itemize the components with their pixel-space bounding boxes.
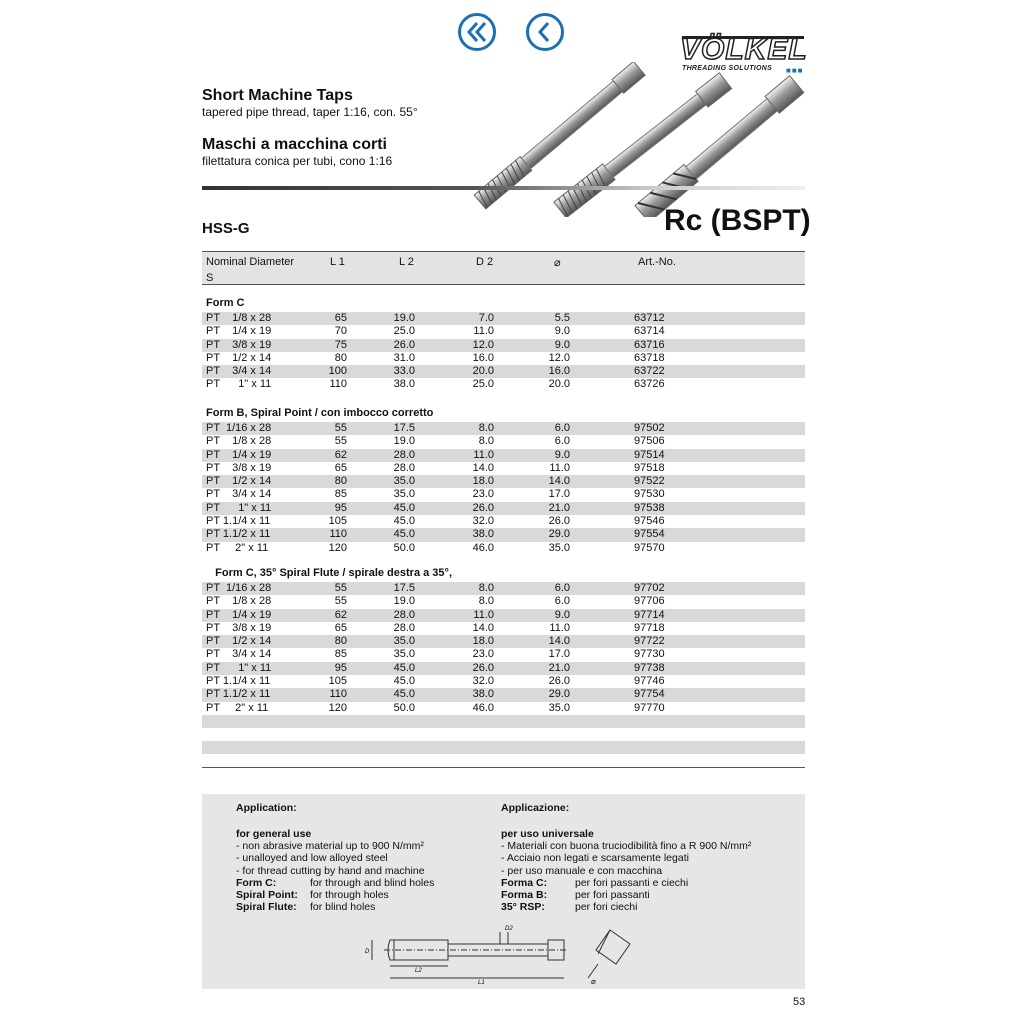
cell-d2: 14.0 (472, 621, 494, 634)
cell-art-no: 97714 (634, 608, 665, 621)
cell-nominal: PT 2" x 11 (206, 701, 269, 714)
cell-l2: 35.0 (393, 488, 415, 501)
table-row (202, 502, 805, 515)
label-d2: D2 (505, 926, 513, 932)
cell-art-no: 97514 (634, 448, 665, 461)
cell-l1: 55 (334, 422, 347, 434)
label-l1: L1 (478, 980, 485, 986)
form-use: per fori passanti (575, 889, 650, 902)
cell-art-no: 97554 (634, 528, 665, 541)
form-name: Forma B: (501, 889, 548, 902)
cell-d2: 26.0 (472, 501, 494, 514)
col-art-no: Art.-No. (638, 256, 676, 268)
cell-square: 20.0 (548, 378, 570, 391)
cell-l1: 110 (329, 528, 347, 541)
cell-square: 14.0 (548, 475, 570, 488)
cell-d2: 8.0 (478, 595, 494, 608)
cell-d2: 16.0 (472, 351, 494, 364)
group-title: Form B, Spiral Point / con imbocco corretto (206, 407, 434, 419)
table-row (202, 449, 805, 462)
table-row (202, 582, 805, 595)
cell-l1: 62 (334, 608, 347, 621)
cell-l2: 17.5 (393, 422, 415, 434)
table-row (202, 675, 805, 688)
table-row (202, 635, 805, 648)
application-line: - for thread cutting by hand and machine (236, 864, 425, 877)
cell-l1: 105 (328, 675, 347, 688)
application-line: - unalloyed and low alloyed steel (236, 852, 388, 865)
cell-square: 9.0 (554, 448, 570, 461)
cell-l2: 19.0 (393, 595, 415, 608)
cell-art-no: 97546 (634, 515, 665, 528)
table-row (202, 339, 805, 352)
cell-art-no: 97754 (634, 688, 665, 701)
cell-l2: 17.5 (393, 582, 415, 594)
table-header (202, 251, 805, 285)
cell-l1: 65 (334, 621, 347, 634)
cell-nominal: PT 1.1/4 x 11 (206, 515, 271, 528)
cell-l1: 95 (334, 661, 347, 674)
cell-l2: 28.0 (393, 621, 415, 634)
cell-l1: 62 (334, 448, 347, 461)
cell-nominal: PT 1/8 x 28 (206, 435, 272, 448)
cell-l2: 35.0 (393, 635, 415, 648)
cell-l1: 80 (334, 351, 347, 364)
cell-square: 17.0 (548, 648, 570, 661)
table-row (202, 528, 805, 541)
cell-square: 29.0 (548, 528, 570, 541)
previous-page-button[interactable] (526, 13, 564, 51)
cell-square: 29.0 (548, 688, 570, 701)
material-label: HSS-G (202, 220, 250, 237)
table-row (202, 662, 805, 675)
table-row (202, 648, 805, 661)
cell-l2: 26.0 (393, 338, 415, 351)
tap-dimension-drawing (360, 920, 650, 986)
cell-l1: 85 (334, 648, 347, 661)
table-row (202, 462, 805, 475)
cell-d2: 11.0 (473, 608, 494, 621)
cell-square: 14.0 (548, 635, 570, 648)
cell-nominal: PT 1/16 x 28 (206, 582, 272, 594)
table-row (202, 365, 805, 378)
cell-l1: 75 (334, 338, 347, 351)
cell-art-no: 97722 (634, 635, 665, 648)
col-nominal: Nominal Diameter (206, 256, 295, 268)
cell-square: 6.0 (554, 595, 570, 608)
label-d: D (365, 949, 370, 955)
cell-art-no: 97518 (634, 461, 665, 474)
table-end-rule (202, 767, 805, 768)
cell-square: 12.0 (548, 351, 570, 364)
table-row (202, 702, 805, 715)
cell-square: 6.0 (554, 435, 570, 448)
cell-d2: 12.0 (472, 338, 494, 351)
cell-square: 9.0 (554, 608, 570, 621)
cell-nominal: PT 1/8 x 28 (206, 595, 272, 608)
cell-square: 9.0 (554, 325, 570, 338)
title-italian: Maschi a macchina corti (202, 136, 387, 153)
cell-art-no: 63718 (634, 351, 665, 364)
application-italian (501, 802, 751, 914)
title-english: Short Machine Taps (202, 87, 353, 104)
cell-l1: 95 (334, 501, 347, 514)
title-divider (202, 186, 805, 190)
cell-square: 21.0 (548, 661, 570, 674)
cell-d2: 18.0 (472, 475, 494, 488)
form-use: per fori passanti e ciechi (575, 876, 689, 889)
cell-l1: 105 (328, 515, 347, 528)
cell-square: 26.0 (548, 515, 570, 528)
group-title: Form C, 35° Spiral Flute / spirale destra a 35°, (206, 567, 452, 579)
cell-square: 35.0 (548, 701, 570, 714)
cell-l1: 80 (334, 475, 347, 488)
table-row (202, 325, 805, 338)
group-title: Form C (206, 297, 245, 309)
form-use: for through and blind holes (310, 876, 435, 889)
cell-l1: 55 (334, 595, 347, 608)
cell-l2: 45.0 (393, 528, 415, 541)
cell-nominal: PT 1/4 x 19 (206, 325, 272, 338)
cell-l2: 45.0 (393, 675, 415, 688)
cell-l1: 65 (334, 461, 347, 474)
form-name: Spiral Point: (236, 889, 298, 902)
label-l2: L2 (415, 968, 422, 974)
cell-art-no: 97730 (634, 648, 665, 661)
cell-d2: 18.0 (472, 635, 494, 648)
cell-l2: 50.0 (393, 701, 415, 714)
page-number: 53 (793, 996, 806, 1008)
cell-l2: 28.0 (393, 461, 415, 474)
col-l2: L 2 (399, 256, 414, 268)
cell-art-no: 97746 (634, 675, 665, 688)
cell-art-no: 63722 (634, 365, 665, 378)
cell-square: 35.0 (548, 541, 570, 554)
cell-l2: 45.0 (393, 501, 415, 514)
cell-square: 9.0 (554, 338, 570, 351)
cell-d2: 23.0 (472, 648, 494, 661)
cell-l1: 85 (334, 488, 347, 501)
col-l1: L 1 (330, 256, 345, 268)
subtitle-english: tapered pipe thread, taper 1:16, con. 55° (202, 105, 418, 119)
cell-art-no: 97738 (634, 661, 665, 674)
application-line: - Acciaio non legati e scarsamente legati (501, 852, 689, 865)
application-heading: Applicazione: (501, 802, 570, 814)
cell-nominal: PT 1.1/4 x 11 (206, 675, 271, 688)
cell-nominal: PT 1/4 x 19 (206, 448, 272, 461)
cell-nominal: PT 3/8 x 19 (206, 338, 272, 351)
cell-l2: 50.0 (393, 541, 415, 554)
table-row (202, 352, 805, 365)
application-sub: per uso universale (501, 828, 594, 840)
cell-d2: 11.0 (473, 448, 494, 461)
cell-art-no: 97770 (634, 701, 665, 714)
col-square: ⌀ (554, 257, 561, 269)
cell-d2: 11.0 (473, 325, 494, 338)
cell-d2: 8.0 (478, 435, 494, 448)
cell-nominal: PT 2" x 11 (206, 541, 269, 554)
cell-l2: 45.0 (393, 515, 415, 528)
cell-art-no: 97522 (634, 475, 665, 488)
empty-row (202, 741, 805, 754)
form-name: 35° RSP: (501, 901, 545, 914)
application-heading: Application: (236, 802, 297, 814)
cell-l1: 100 (328, 365, 347, 378)
cell-l2: 38.0 (393, 378, 415, 391)
cell-d2: 32.0 (472, 515, 494, 528)
cell-l2: 33.0 (393, 365, 415, 378)
label-square: ⌀ (591, 977, 596, 986)
cell-d2: 8.0 (478, 582, 494, 594)
cell-square: 16.0 (548, 365, 570, 378)
cell-l1: 65 (334, 312, 347, 324)
cell-square: 5.5 (554, 312, 570, 324)
cell-l2: 31.0 (393, 351, 415, 364)
cell-l2: 19.0 (393, 312, 415, 324)
application-line: - per uso manuale e con macchina (501, 864, 663, 877)
cell-square: 26.0 (548, 675, 570, 688)
table-row (202, 622, 805, 635)
cell-l1: 110 (329, 688, 347, 701)
cell-d2: 14.0 (472, 461, 494, 474)
cell-nominal: PT 1/8 x 28 (206, 312, 272, 324)
cell-d2: 38.0 (472, 528, 494, 541)
cell-l2: 45.0 (393, 661, 415, 674)
cell-l2: 45.0 (393, 688, 415, 701)
cell-nominal: PT 3/4 x 14 (206, 365, 272, 378)
cell-art-no: 97706 (634, 595, 665, 608)
cell-d2: 32.0 (472, 675, 494, 688)
table-row (202, 542, 805, 555)
brand-tagline: THREADING SOLUTIONS (682, 65, 773, 72)
cell-nominal: PT 1/2 x 14 (206, 635, 272, 648)
first-page-button[interactable] (458, 13, 496, 51)
form-name: Spiral Flute: (236, 901, 297, 914)
cell-l1: 80 (334, 635, 347, 648)
table-row (202, 488, 805, 501)
table-row (202, 475, 805, 488)
cell-nominal: PT 1/2 x 14 (206, 475, 272, 488)
cell-art-no: 63712 (634, 312, 665, 324)
cell-nominal: PT 3/8 x 19 (206, 621, 272, 634)
cell-nominal: PT 1.1/2 x 11 (206, 528, 271, 541)
cell-l2: 28.0 (393, 448, 415, 461)
cell-l2: 25.0 (393, 325, 415, 338)
application-english (236, 802, 434, 914)
application-line: - Materiali con buona truciodibilità fino a R 900 N/mm² (501, 840, 752, 852)
cell-art-no: 97530 (634, 488, 665, 501)
table-row (202, 312, 805, 325)
cell-d2: 8.0 (478, 422, 494, 434)
product-group (202, 296, 805, 392)
cell-l1: 55 (334, 435, 347, 448)
cell-d2: 46.0 (472, 701, 494, 714)
col-nominal-s: S (206, 272, 214, 284)
product-group (202, 406, 805, 555)
empty-row (202, 715, 805, 728)
cell-art-no: 97538 (634, 501, 665, 514)
application-sub: for general use (236, 828, 312, 840)
table-row (202, 378, 805, 391)
cell-nominal: PT 1" x 11 (206, 661, 272, 674)
cell-nominal: PT 1/2 x 14 (206, 351, 272, 364)
table-row (202, 515, 805, 528)
form-name: Form C: (236, 876, 277, 889)
cell-l1: 110 (329, 378, 347, 391)
cell-art-no: 63714 (634, 325, 665, 338)
col-d2: D 2 (476, 256, 494, 268)
table-row (202, 435, 805, 448)
cell-d2: 25.0 (472, 378, 494, 391)
form-use: for through holes (310, 889, 389, 902)
cell-nominal: PT 1/16 x 28 (206, 422, 272, 434)
cell-d2: 26.0 (472, 661, 494, 674)
table-row (202, 609, 805, 622)
cell-square: 21.0 (548, 501, 570, 514)
table-row (202, 595, 805, 608)
cell-art-no: 63726 (634, 378, 665, 391)
cell-art-no: 97506 (634, 435, 665, 448)
cell-d2: 7.0 (478, 312, 494, 324)
chevron-left-icon (529, 16, 561, 48)
cell-nominal: PT 1" x 11 (206, 501, 272, 514)
machine-taps-image (460, 62, 810, 217)
double-chevron-left-icon (461, 16, 493, 48)
cell-square: 17.0 (548, 488, 570, 501)
cell-l1: 55 (334, 582, 347, 594)
cell-nominal: PT 3/8 x 19 (206, 461, 272, 474)
cell-art-no: 97570 (634, 541, 665, 554)
cell-l1: 120 (328, 701, 347, 714)
cell-nominal: PT 3/4 x 14 (206, 488, 272, 501)
cell-square: 11.0 (549, 621, 570, 634)
cell-nominal: PT 1" x 11 (206, 378, 272, 391)
cell-l2: 19.0 (393, 435, 415, 448)
thread-standard: Rc (BSPT) (664, 204, 811, 237)
cell-l1: 120 (328, 541, 347, 554)
application-line: - non abrasive material up to 900 N/mm² (236, 840, 424, 852)
form-use: for blind holes (310, 901, 376, 914)
cell-d2: 20.0 (472, 365, 494, 378)
table-row (202, 422, 805, 435)
table-row (202, 688, 805, 701)
cell-d2: 23.0 (472, 488, 494, 501)
brand-name: VÖLKEL (680, 33, 808, 66)
cell-l2: 35.0 (393, 648, 415, 661)
cell-art-no: 97718 (634, 621, 665, 634)
form-use: per fori ciechi (575, 901, 638, 914)
cell-nominal: PT 1.1/2 x 11 (206, 688, 271, 701)
cell-art-no: 97502 (634, 422, 665, 434)
cell-nominal: PT 1/4 x 19 (206, 608, 272, 621)
cell-l2: 28.0 (393, 608, 415, 621)
brand-dots: ■■■ (786, 66, 804, 75)
cell-d2: 46.0 (472, 541, 494, 554)
cell-square: 6.0 (554, 582, 570, 594)
form-name: Forma C: (501, 876, 548, 889)
product-group (202, 566, 805, 715)
cell-square: 6.0 (554, 422, 570, 434)
cell-square: 11.0 (549, 461, 570, 474)
cell-nominal: PT 3/4 x 14 (206, 648, 272, 661)
subtitle-italian: filettatura conica per tubi, cono 1:16 (202, 154, 393, 168)
cell-d2: 38.0 (472, 688, 494, 701)
cell-art-no: 97702 (634, 582, 665, 594)
cell-l2: 35.0 (393, 475, 415, 488)
cell-art-no: 63716 (634, 338, 665, 351)
cell-l1: 70 (334, 325, 347, 338)
